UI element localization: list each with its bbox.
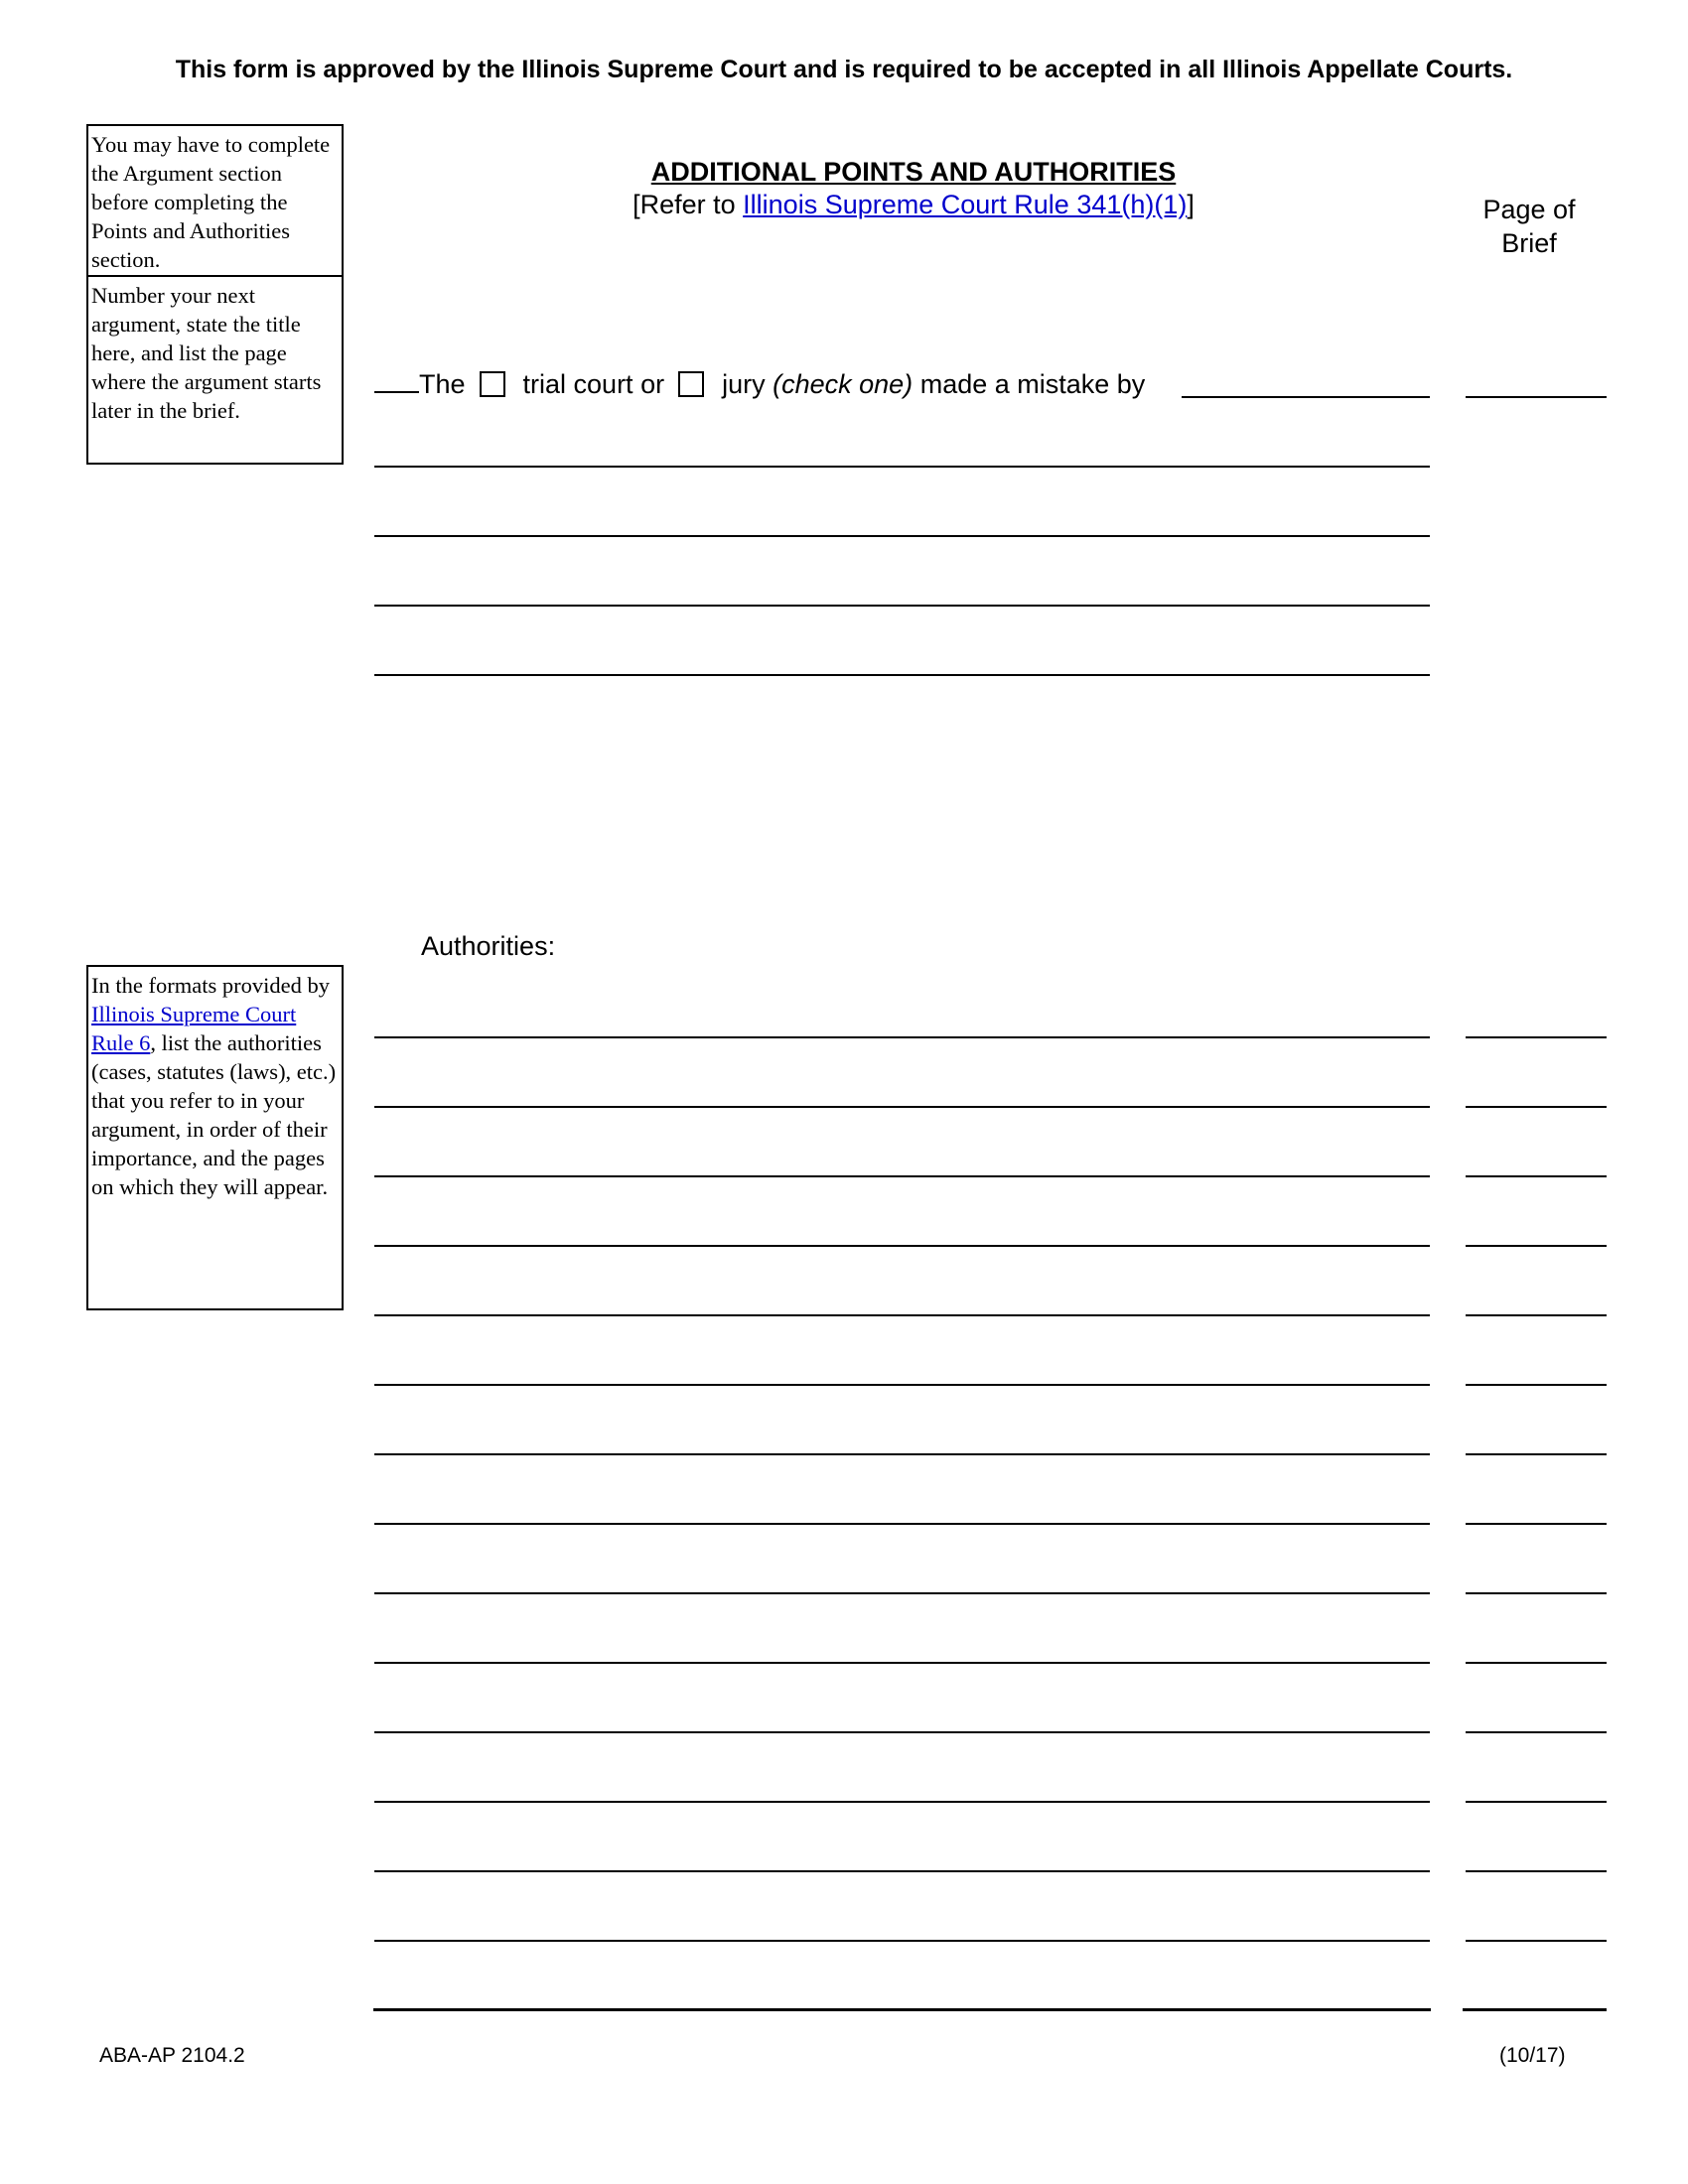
authority-page-line[interactable] [1466, 1384, 1607, 1386]
instruction-suffix: , list the authorities (cases, statutes (laws), etc.) that you refer to in your argument, in order of their importance, and the pages on which they will appear. [91, 1030, 337, 1199]
page-col-line2: Brief [1501, 228, 1557, 258]
authorities-label: Authorities: [421, 931, 556, 961]
argument-line[interactable] [374, 535, 1430, 537]
page-col-line1: Page of [1482, 195, 1576, 224]
jury-label: jury [722, 369, 766, 399]
authority-line[interactable] [374, 1036, 1430, 1038]
rule-341-link[interactable]: Illinois Supreme Court Rule 341(h)(1) [743, 190, 1188, 219]
authority-line[interactable] [374, 1245, 1430, 1247]
instruction-text: You may have to complete the Argument section before completing the Points and Authorities section. [91, 132, 331, 272]
authority-page-line[interactable] [1466, 1314, 1607, 1316]
authority-line[interactable] [374, 1453, 1430, 1455]
jury-checkbox[interactable] [678, 371, 704, 397]
authority-line[interactable] [374, 1662, 1430, 1664]
page-of-brief-heading [1450, 193, 1609, 260]
authority-line[interactable] [374, 1801, 1430, 1803]
authority-page-line[interactable] [1466, 1175, 1607, 1177]
instruction-text: Number your next argument, state the title here, and list the page where the argument starts later in the brief. [91, 283, 322, 423]
instruction-text [91, 971, 342, 1201]
argument-line[interactable] [374, 674, 1430, 676]
authority-page-line[interactable] [1466, 1106, 1607, 1108]
approval-notice: This form is approved by the Illinois Supreme Court and is required to be accepted in all Illinois Appellate Courts. [175, 56, 1513, 83]
instruction-box-argument-order [86, 124, 344, 277]
argument-number-blank[interactable] [374, 363, 419, 393]
authority-line[interactable] [374, 1384, 1430, 1386]
authority-line[interactable] [374, 1870, 1430, 1872]
authority-page-line[interactable] [1466, 1731, 1607, 1733]
authority-page-line[interactable] [1466, 1662, 1607, 1664]
instruction-box-number-argument [86, 275, 344, 465]
subtitle-open: [Refer to [633, 190, 744, 219]
instruction-prefix: In the formats provided by [91, 973, 330, 998]
authority-line[interactable] [373, 2008, 1431, 2011]
authority-line[interactable] [374, 1523, 1430, 1525]
form-number: ABA-AP 2104.2 [99, 2044, 245, 2067]
form-title: ADDITIONAL POINTS AND AUTHORITIES [650, 157, 1177, 187]
authority-line[interactable] [374, 1175, 1430, 1177]
form-subtitle [556, 190, 1271, 220]
check-one-note: (check one) [773, 369, 914, 399]
point-statement [374, 363, 1145, 403]
authority-page-line[interactable] [1466, 1870, 1607, 1872]
authority-page-line[interactable] [1466, 1245, 1607, 1247]
authority-page-line[interactable] [1466, 1453, 1607, 1455]
authority-page-line[interactable] [1466, 1940, 1607, 1942]
authority-page-line[interactable] [1466, 1523, 1607, 1525]
authority-page-line[interactable] [1466, 1592, 1607, 1594]
authority-line[interactable] [374, 1106, 1430, 1108]
rule-6-link[interactable]: Illinois Supreme Court Rule 6 [91, 1002, 297, 1055]
trial-court-label: trial court or [522, 369, 665, 399]
authority-page-line[interactable] [1463, 2008, 1607, 2011]
the-label: The [419, 369, 466, 399]
authority-line[interactable] [374, 1731, 1430, 1733]
authority-line[interactable] [374, 1940, 1430, 1942]
instruction-box-authorities [86, 965, 344, 1310]
revision-date: (10/17) [1499, 2044, 1566, 2067]
authority-page-line[interactable] [1466, 1036, 1607, 1038]
mistake-blank[interactable] [1182, 396, 1430, 398]
point-page-blank[interactable] [1466, 396, 1607, 398]
subtitle-close: ] [1187, 190, 1195, 219]
authority-line[interactable] [374, 1314, 1430, 1316]
argument-line[interactable] [374, 466, 1430, 468]
argument-line[interactable] [374, 605, 1430, 607]
authority-line[interactable] [374, 1592, 1430, 1594]
mistake-label: made a mistake by [919, 369, 1146, 399]
authority-page-line[interactable] [1466, 1801, 1607, 1803]
trial-court-checkbox[interactable] [480, 371, 505, 397]
